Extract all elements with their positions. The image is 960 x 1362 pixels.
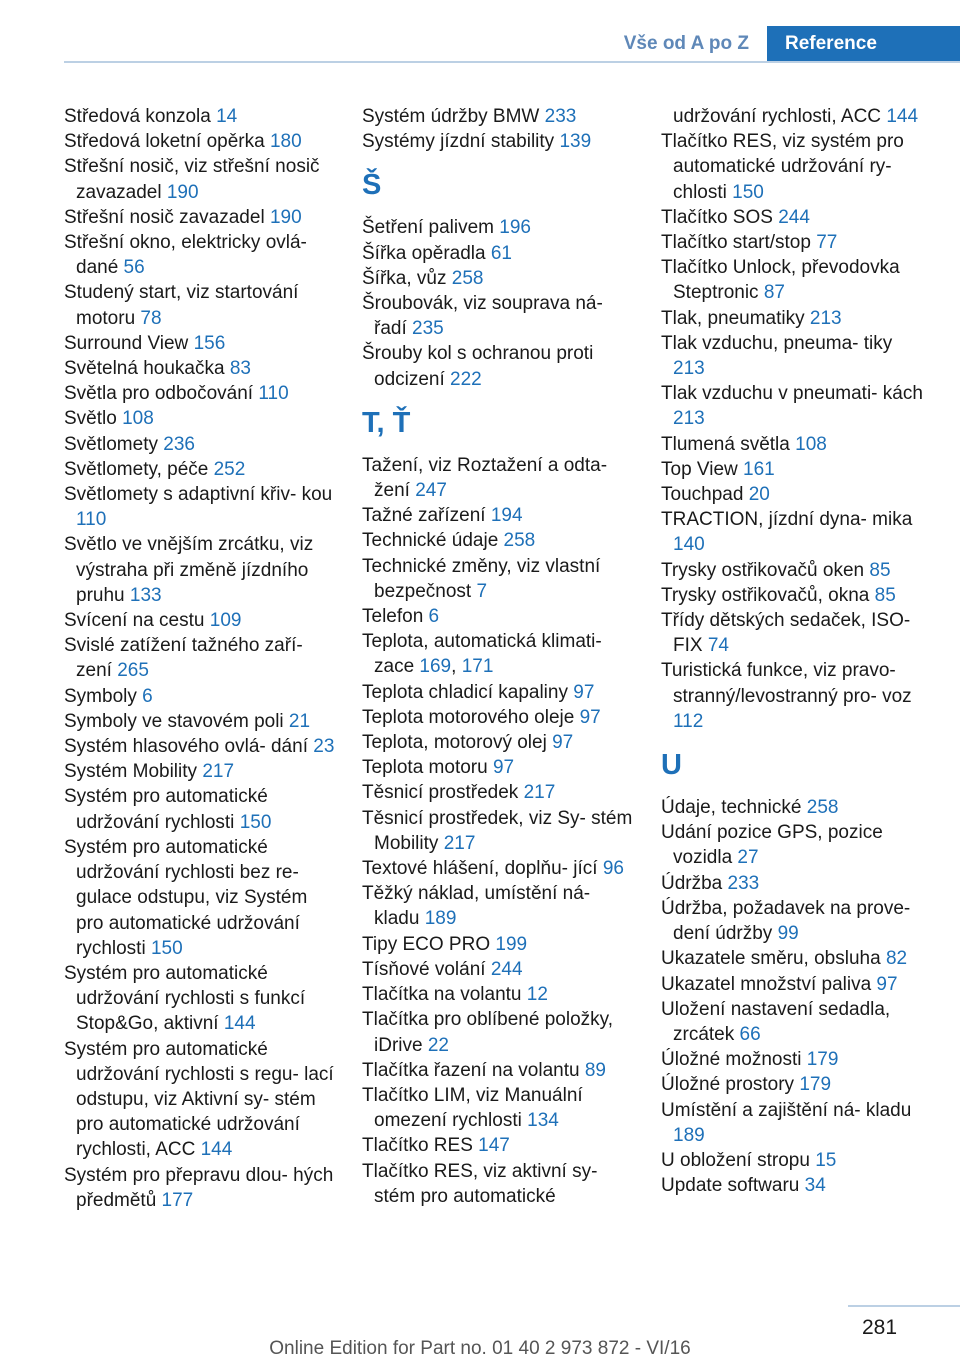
- index-entry-text: Tlak, pneumatiky: [661, 307, 810, 329]
- footer-divider: [848, 1305, 960, 1307]
- index-entry-text: Tlačítko RES, viz aktivní sy‐ stém pro automatické: [362, 1160, 598, 1207]
- index-entry-text: Tlak vzduchu, pneuma‐ tiky: [661, 332, 893, 354]
- index-entry-text: Studený start, viz startování motoru: [64, 282, 299, 329]
- page-link[interactable]: 133: [129, 584, 162, 606]
- index-entry: [661, 871, 929, 896]
- page-link[interactable]: 34: [804, 1175, 826, 1197]
- index-entry: [64, 331, 336, 356]
- page-link[interactable]: 20: [748, 484, 770, 506]
- index-entry-text: Systémy jízdní stability: [362, 131, 560, 153]
- page-link[interactable]: 150: [150, 937, 183, 959]
- index-entry: [362, 291, 634, 341]
- page-link[interactable]: 23: [313, 736, 335, 758]
- index-entry: [661, 972, 929, 997]
- index-entry: [661, 1047, 929, 1072]
- index-entry-text: Střešní nosič, viz střešní nosič zavazadel: [64, 156, 320, 203]
- index-entry: [362, 881, 634, 931]
- index-entry: [661, 997, 929, 1047]
- page-link[interactable]: 89: [584, 1059, 606, 1081]
- index-entry: [661, 482, 929, 507]
- page-link[interactable]: 27: [737, 847, 759, 869]
- index-entry-text: Tlačítko Unlock, převodovka Steptronic: [661, 257, 900, 304]
- index-entry-text: Středová loketní opěrka: [64, 131, 270, 153]
- index-entry-text: Systém Mobility: [64, 761, 203, 783]
- page-link[interactable]: 61: [490, 242, 512, 264]
- index-entry-text: Systém pro přepravu dlou‐ hých předmětů: [64, 1164, 334, 1211]
- page-link[interactable]: 78: [140, 307, 162, 329]
- index-entry: [64, 381, 336, 406]
- index-entry: [64, 608, 336, 633]
- index-entry-text: Tlačítka na volantu: [362, 984, 527, 1006]
- index-entry: [362, 680, 634, 705]
- page-link[interactable]: 265: [117, 660, 149, 682]
- index-entry-text: Symboly ve stavovém poli: [64, 710, 289, 732]
- index-entry: [362, 705, 634, 730]
- index-entry: [64, 633, 336, 683]
- index-entry-text: Tlačítko SOS: [661, 206, 779, 228]
- index-entry-text: Třídy dětských sedaček, ISO‐ FIX: [661, 610, 911, 657]
- page-link[interactable]: 180: [269, 131, 302, 153]
- page-link[interactable]: 169: [419, 656, 452, 678]
- tab-all-a-z[interactable]: Vše od A po Z: [608, 26, 767, 62]
- page-link[interactable]: 97: [492, 757, 515, 779]
- page-link[interactable]: 171: [461, 656, 494, 678]
- index-entry-text: Teplota, automatická klimati‐ zace: [362, 631, 602, 678]
- page-link[interactable]: 144: [200, 1139, 233, 1161]
- page-link[interactable]: 77: [816, 232, 838, 254]
- index-entry-text: Surround View: [64, 332, 194, 354]
- index-entry: [64, 129, 336, 154]
- index-entry: [661, 946, 929, 971]
- index-entry: [362, 1058, 634, 1083]
- page-link[interactable]: 196: [499, 217, 531, 239]
- index-entry-text: Šířka, vůz: [362, 267, 452, 289]
- index-entry-text: Úložné možnosti: [661, 1049, 807, 1071]
- page-link[interactable]: 190: [269, 206, 302, 228]
- page-link[interactable]: 235: [412, 318, 444, 340]
- page-link[interactable]: 222: [450, 368, 482, 390]
- index-entry-text: Světlo: [64, 408, 123, 430]
- index-entry-text: Světelná houkačka: [64, 358, 230, 380]
- index-entry: [64, 406, 336, 431]
- page-number: 281: [862, 1316, 898, 1339]
- index-entry-text: Teplota motorového oleje: [362, 706, 580, 728]
- index-entry: [362, 604, 634, 629]
- index-entry: [362, 629, 634, 679]
- index-entry: [64, 457, 336, 482]
- index-entry: [661, 1173, 929, 1198]
- page-link[interactable]: 258: [503, 530, 536, 552]
- index-entry-text: Údaje, technické: [661, 797, 807, 819]
- page-link[interactable]: 85: [874, 584, 896, 606]
- page-link[interactable]: 179: [806, 1049, 839, 1071]
- page-link[interactable]: 258: [806, 797, 839, 819]
- index-entry: [661, 104, 929, 129]
- page-link[interactable]: 110: [76, 509, 107, 531]
- index-entry: [64, 684, 336, 709]
- page-link[interactable]: 21: [288, 710, 311, 732]
- index-entry: [661, 583, 929, 608]
- index-entry: [362, 554, 634, 604]
- page-link[interactable]: 258: [451, 267, 484, 289]
- index-entry: [362, 1007, 634, 1057]
- index-entry-text: U obložení stropu: [661, 1149, 816, 1171]
- index-entry: [661, 331, 929, 381]
- index-entry: [64, 1163, 336, 1213]
- index-entry-text: Technické údaje: [362, 530, 504, 552]
- index-entry-text: Údržba, požadavek na prove‐ dení údržby: [661, 897, 911, 945]
- index-entry: [362, 241, 634, 266]
- page-link[interactable]: 134: [527, 1110, 559, 1132]
- index-entry: [362, 755, 634, 780]
- page-link[interactable]: 233: [544, 106, 577, 127]
- index-entry: [64, 230, 336, 280]
- index-entry-text: Systém hlasového ovlá‐ dání: [64, 736, 314, 758]
- page-link[interactable]: 179: [799, 1074, 832, 1096]
- page-link[interactable]: 247: [415, 480, 447, 502]
- index-entry: [64, 154, 336, 204]
- index-entry-text: Tažné zařízení: [362, 505, 491, 527]
- index-entry-text: Turistická funkce, viz pravo‐ stranný/levostranný pro‐ voz: [661, 660, 912, 707]
- index-entry-text: Šířka opěradla: [362, 242, 491, 264]
- page-link[interactable]: 74: [707, 635, 729, 657]
- page-link[interactable]: 109: [209, 610, 242, 632]
- index-entry-text: Trysky ostřikovačů oken: [661, 559, 870, 581]
- page-link[interactable]: 87: [763, 282, 785, 304]
- index-entry: [661, 1098, 929, 1148]
- page-link[interactable]: 22: [427, 1034, 449, 1056]
- index-entry: [64, 961, 336, 1037]
- index-entry-text: Údržba: [661, 872, 728, 894]
- page-link[interactable]: 108: [122, 408, 154, 430]
- index-entry: [64, 759, 336, 784]
- index-entry-text: Tipy ECO PRO: [362, 933, 496, 955]
- index-entry: [661, 658, 929, 734]
- page-link[interactable]: 97: [579, 706, 601, 728]
- page-link[interactable]: 217: [202, 761, 235, 783]
- index-entry: [362, 730, 634, 755]
- index-entry: [661, 381, 929, 431]
- index-entry-text: udržování rychlosti, ACC: [673, 106, 887, 127]
- index-entry: [362, 957, 634, 982]
- page-link[interactable]: 189: [673, 1124, 705, 1146]
- page-link[interactable]: 15: [815, 1149, 837, 1171]
- index-entry: [362, 129, 634, 154]
- index-entry-text: Střešní nosič zavazadel: [64, 206, 270, 228]
- index-entry: [362, 503, 634, 528]
- index-entry: [661, 255, 929, 305]
- page-link[interactable]: 112: [673, 710, 704, 732]
- index-entry: [661, 205, 929, 230]
- page-link[interactable]: 7: [476, 580, 488, 602]
- page-link[interactable]: 233: [727, 872, 760, 894]
- index-entry: [362, 932, 634, 957]
- index-entry: [661, 230, 929, 255]
- index-entry: [362, 1159, 634, 1209]
- index-column-3: [661, 104, 929, 1198]
- index-entry: [64, 1037, 336, 1163]
- index-entry: [362, 1083, 634, 1133]
- page-link[interactable]: 213: [809, 307, 842, 329]
- page-link[interactable]: 144: [886, 106, 919, 127]
- page-link[interactable]: 144: [223, 1013, 256, 1035]
- page-link[interactable]: 236: [163, 433, 195, 455]
- index-entry-text: Umístění a zajištění ná‐ kladu: [661, 1099, 912, 1121]
- index-entry: [661, 608, 929, 658]
- page-link[interactable]: 83: [229, 358, 251, 380]
- index-entry-text: Systém pro automatické udržování rychlosti s regu‐ lací odstupu, viz Aktivní sy‐ stém pro automatické udržování rychlosti, ACC: [64, 1038, 334, 1161]
- index-entry-text: Tlačítko start/stop: [661, 232, 817, 254]
- index-entry-text: Světlomety: [64, 433, 164, 455]
- page-link[interactable]: 199: [495, 933, 528, 955]
- header-tabs: [608, 26, 960, 62]
- index-entry-text: Svícení na cestu: [64, 610, 210, 632]
- index-entry-text: Světlomety s adaptivní křiv‐ kou: [64, 484, 333, 506]
- index-entry: [64, 734, 336, 759]
- index-entry-text: Systém pro automatické udržování rychlosti s funkcí Stop&Go, aktivní: [64, 962, 306, 1035]
- section-heading: T, Ť: [362, 406, 411, 439]
- page-link[interactable]: 190: [166, 181, 199, 203]
- page-link[interactable]: 217: [523, 782, 556, 804]
- index-entry: [362, 341, 634, 391]
- tab-reference[interactable]: Reference: [767, 26, 960, 62]
- index-entry-text: Těsnicí prostředek: [362, 782, 524, 804]
- index-entry-text: Tlak vzduchu v pneumati‐ kách: [661, 383, 923, 405]
- index-entry-text: Těsnicí prostředek, viz Sy‐ stém Mobility: [362, 807, 633, 854]
- index-entry: [64, 356, 336, 381]
- index-entry-text: Střešní okno, elektricky ovlá‐ dané: [64, 232, 307, 279]
- index-entry: [362, 453, 634, 503]
- index-entry-text: Systém údržby BMW: [362, 106, 545, 127]
- page-link[interactable]: 96: [602, 858, 624, 880]
- index-entry-text: Tísňové volání: [362, 958, 491, 980]
- index-entry-text: Tlačítka pro oblíbené položky, iDrive: [362, 1009, 614, 1056]
- index-entry-text: Trysky ostřikovačů, okna: [661, 584, 875, 606]
- index-entry: [64, 835, 336, 961]
- index-entry-text: Systém pro automatické udržování rychlosti bez re‐ gulace odstupu, viz Systém pro automatické udržování rychlosti: [64, 836, 308, 959]
- index-entry-text: Update softwaru: [661, 1175, 805, 1197]
- page-link[interactable]: 213: [673, 408, 705, 430]
- index-entry: [362, 528, 634, 553]
- page-link[interactable]: 217: [443, 832, 476, 854]
- index-entry: [661, 795, 929, 820]
- index-entry-text: Ukazatel množství paliva: [661, 973, 877, 995]
- index-entry: [64, 432, 336, 457]
- index-entry-text: Technické změny, viz vlastní bezpečnost: [362, 555, 601, 602]
- section-heading: Š: [362, 169, 382, 202]
- index-entry-text: Textové hlášení, doplňu‐ jící: [362, 858, 603, 880]
- index-entry: [64, 104, 336, 129]
- index-entry-text: Symboly: [64, 685, 143, 707]
- page-link[interactable]: 140: [673, 534, 705, 556]
- index-entry-text: Telefon: [362, 606, 429, 628]
- page-link[interactable]: 110: [258, 383, 289, 405]
- index-entry-text: Středová konzola: [64, 106, 217, 127]
- page-link[interactable]: 85: [869, 559, 891, 581]
- index-entry-text: Těžký náklad, umístění ná‐ kladu: [362, 883, 591, 930]
- page-link[interactable]: 99: [777, 923, 799, 945]
- index-entry: [362, 266, 634, 291]
- page-link[interactable]: 97: [573, 681, 595, 703]
- page-link[interactable]: 189: [424, 908, 457, 930]
- index-entry-text: Šetření palivem: [362, 217, 500, 239]
- page-link[interactable]: 14: [216, 106, 238, 127]
- index-entry: [661, 558, 929, 583]
- page-link[interactable]: 66: [739, 1023, 761, 1045]
- page-link[interactable]: 12: [526, 984, 548, 1006]
- index-entry-text: Teplota, motorový olej: [362, 732, 553, 754]
- index-entry: [661, 432, 929, 457]
- page-separator: ,: [451, 656, 462, 678]
- index-entry-text: Šrouby kol s ochranou proti odcizení: [362, 343, 594, 390]
- index-entry-text: Světla pro odbočování: [64, 383, 259, 405]
- page-link[interactable]: 177: [161, 1189, 194, 1211]
- page-link[interactable]: 161: [743, 458, 775, 480]
- index-entry-text: Tažení, viz Roztažení a odta‐ žení: [362, 454, 608, 502]
- index-entry: [64, 532, 336, 608]
- index-entry-text: Touchpad: [661, 484, 749, 506]
- page-link[interactable]: 139: [559, 131, 592, 153]
- page-link[interactable]: 194: [490, 505, 523, 527]
- page-link[interactable]: 82: [885, 948, 908, 970]
- index-entry-text: Tlačítka řazení na volantu: [362, 1059, 585, 1081]
- index-entry-text: Tlačítko RES, viz systém pro automatické udržování ry‐ chlosti: [661, 131, 904, 203]
- index-entry-text: Teplota motoru: [362, 757, 493, 779]
- index-entry: [661, 1072, 929, 1097]
- index-entry-text: Úložné prostory: [661, 1074, 800, 1096]
- page-link[interactable]: 97: [876, 973, 898, 995]
- index-entry: [362, 856, 634, 881]
- page-link[interactable]: 244: [490, 958, 523, 980]
- index-entry: [362, 780, 634, 805]
- page-link[interactable]: 147: [478, 1135, 510, 1157]
- index-entry: [661, 820, 929, 870]
- index-entry-text: Tlačítko LIM, viz Manuální omezení rychlosti: [362, 1084, 583, 1132]
- index-entry-text: Ukazatele směru, obsluha: [661, 948, 886, 970]
- section-heading: U: [661, 749, 682, 782]
- index-column-2: [362, 104, 634, 1209]
- index-entry: [661, 896, 929, 946]
- page-link[interactable]: 6: [142, 685, 153, 707]
- page-link[interactable]: 244: [778, 206, 810, 228]
- index-entry: [661, 1148, 929, 1173]
- index-entry-text: Udání pozice GPS, pozice vozidla: [661, 822, 883, 869]
- index-entry-text: Top View: [661, 458, 744, 480]
- page-link[interactable]: 6: [428, 606, 440, 628]
- page-link[interactable]: 150: [239, 811, 272, 833]
- index-entry: [64, 280, 336, 330]
- index-entry: [362, 806, 634, 856]
- index-entry-text: Tlumená světla: [661, 433, 796, 455]
- index-entry-text: Systém pro automatické udržování rychlosti: [64, 786, 268, 833]
- page-link[interactable]: 213: [673, 358, 705, 380]
- index-entry-text: Svislé zatížení tažného zaří‐ zení: [64, 635, 303, 682]
- index-entry-text: Světlo ve vnějším zrcátku, viz výstraha při změně jízdního pruhu: [64, 534, 314, 606]
- index-column-1: [64, 104, 336, 1213]
- index-entry-text: Uložení nastavení sedadla, zrcátek: [661, 998, 891, 1045]
- page-link[interactable]: 108: [795, 433, 827, 455]
- index-entry: [64, 709, 336, 734]
- index-entry: [661, 507, 929, 557]
- index-entry: [661, 129, 929, 205]
- index-entry: [661, 306, 929, 331]
- page-link[interactable]: 156: [193, 332, 226, 354]
- index-entry-text: Světlomety, péče: [64, 458, 214, 480]
- index-entry: [64, 205, 336, 230]
- index-entry-text: Šroubovák, viz souprava ná‐ řadí: [362, 293, 603, 340]
- index-entry: [362, 982, 634, 1007]
- index-entry: [64, 784, 336, 834]
- index-entry: [362, 104, 634, 129]
- page-link[interactable]: 56: [123, 257, 145, 279]
- index-entry-text: TRACTION, jízdní dyna‐ mika: [661, 509, 913, 531]
- page-link[interactable]: 97: [552, 732, 574, 754]
- index-entry: [362, 215, 634, 240]
- header-divider: [64, 61, 960, 63]
- page-link[interactable]: 252: [213, 458, 246, 480]
- index-entry: [64, 482, 336, 532]
- edition-footer: Online Edition for Part no. 01 40 2 973 872 - VI/16: [269, 1338, 691, 1359]
- page-link[interactable]: 150: [732, 181, 764, 203]
- index-entry-text: Teplota chladicí kapaliny: [362, 681, 574, 703]
- index-entry: [661, 457, 929, 482]
- index-entry: [362, 1133, 634, 1158]
- index-entry-text: Tlačítko RES: [362, 1135, 479, 1157]
